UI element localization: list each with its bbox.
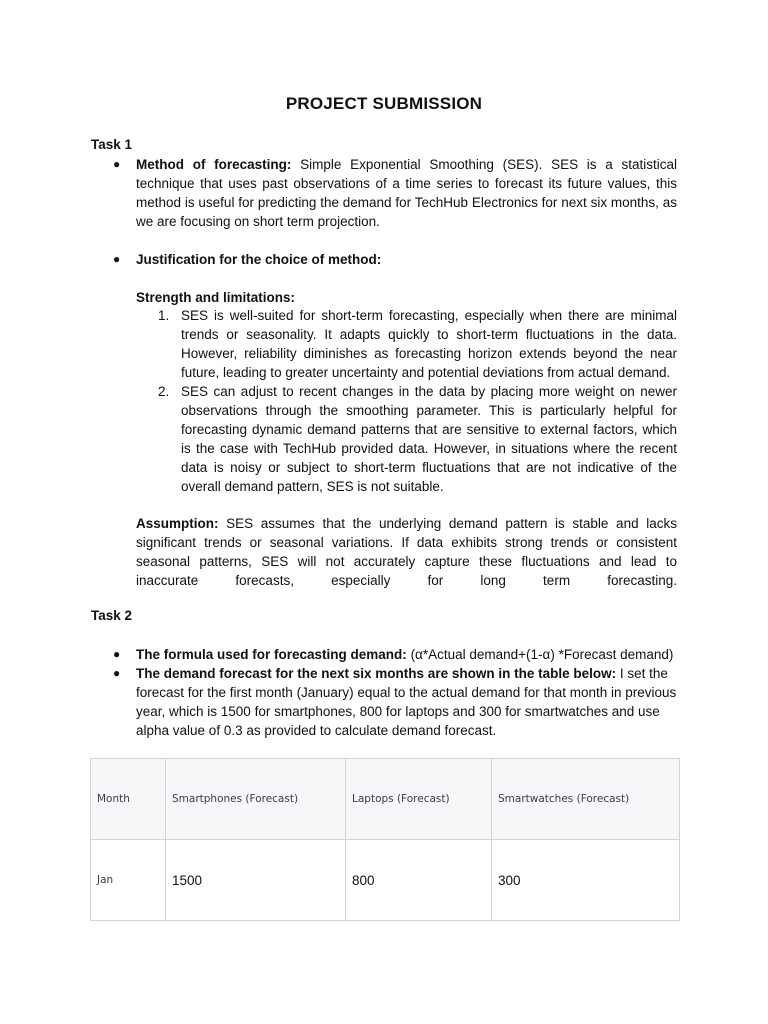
table-cell-smartwatches: 300	[492, 840, 680, 921]
bullet-icon: ●	[113, 666, 121, 680]
task2-heading: Task 2	[91, 608, 133, 623]
list-number: 1.	[158, 308, 170, 323]
table-row	[91, 840, 680, 921]
assumption-text: SES assumes that the underlying demand pattern is stable and lacks significant trends or seasonal variations. If data exhibits strong trends or consistent seasonal patterns, SES will not accurately capture these fluctuations and lead to inaccurate forecasts, especially for long term forecasting.	[136, 516, 677, 588]
strength-point-1: SES is well-suited for short-term forecasting, especially when there are minimal trends or seasonality. It adapts quickly to short-term fluctuations in the data. However, reliability diminishes as forecasting horizon extends beyond the near future, leading to greater uncertainty and potential deviations from actual demand.	[181, 308, 677, 380]
bullet-icon: ●	[113, 252, 121, 266]
forecast-intro-paragraph	[136, 664, 681, 740]
justification-label: Justification for the choice of method:	[136, 252, 382, 267]
forecast-table	[90, 758, 680, 921]
column-header: Month	[91, 759, 166, 840]
formula-paragraph	[136, 645, 681, 664]
assumption-paragraph	[136, 514, 677, 590]
strength-point-2: SES can adjust to recent changes in the data by placing more weight on newer observations through the smoothing parameter. This is particularly helpful for forecasting dynamic demand patterns that are sensitive to external factors, which is the case with TechHub provided data. However, in situations where the recent data is noisy or subject to short-term fluctuations that are not indicative of the overall demand pattern, SES is not suitable.	[181, 384, 677, 494]
strengths-heading: Strength and limitations:	[136, 290, 296, 305]
formula-label: The formula used for forecasting demand:	[136, 647, 407, 662]
method-paragraph	[136, 155, 677, 231]
page-title: PROJECT SUBMISSION	[285, 94, 483, 113]
column-header: Laptops (Forecast)	[346, 759, 492, 840]
formula-text: (α*Actual demand+(1-α) *Forecast demand)	[410, 647, 674, 662]
bullet-icon: ●	[113, 157, 121, 171]
assumption-label: Assumption:	[136, 516, 219, 531]
list-number: 2.	[158, 384, 170, 399]
method-label: Method of forecasting:	[136, 157, 292, 172]
column-header: Smartwatches (Forecast)	[492, 759, 680, 840]
bullet-icon: ●	[113, 647, 121, 661]
column-header: Smartphones (Forecast)	[166, 759, 346, 840]
table-cell-month: Jan	[91, 840, 166, 921]
forecast-intro-label: The demand forecast for the next six months are shown in the table below:	[136, 666, 617, 681]
method-text: Simple Exponential Smoothing (SES). SES is a statistical technique that uses past observations of a time series to forecast its future values, this method is useful for predicting the demand for TechHub Electronics for next six months, as we are focusing on short term projection.	[136, 157, 677, 229]
table-cell-laptops: 800	[346, 840, 492, 921]
table-cell-smartphones: 1500	[166, 840, 346, 921]
forecast-intro-text: I set the forecast for the first month (January) equal to the actual demand for that month in previous year, which is 1500 for smartphones, 800 for laptops and 300 for smartwatches and use alpha value of 0.3 as provided to calculate demand forecast.	[136, 666, 677, 738]
table-header-row	[91, 759, 680, 840]
task1-heading: Task 1	[91, 137, 133, 152]
